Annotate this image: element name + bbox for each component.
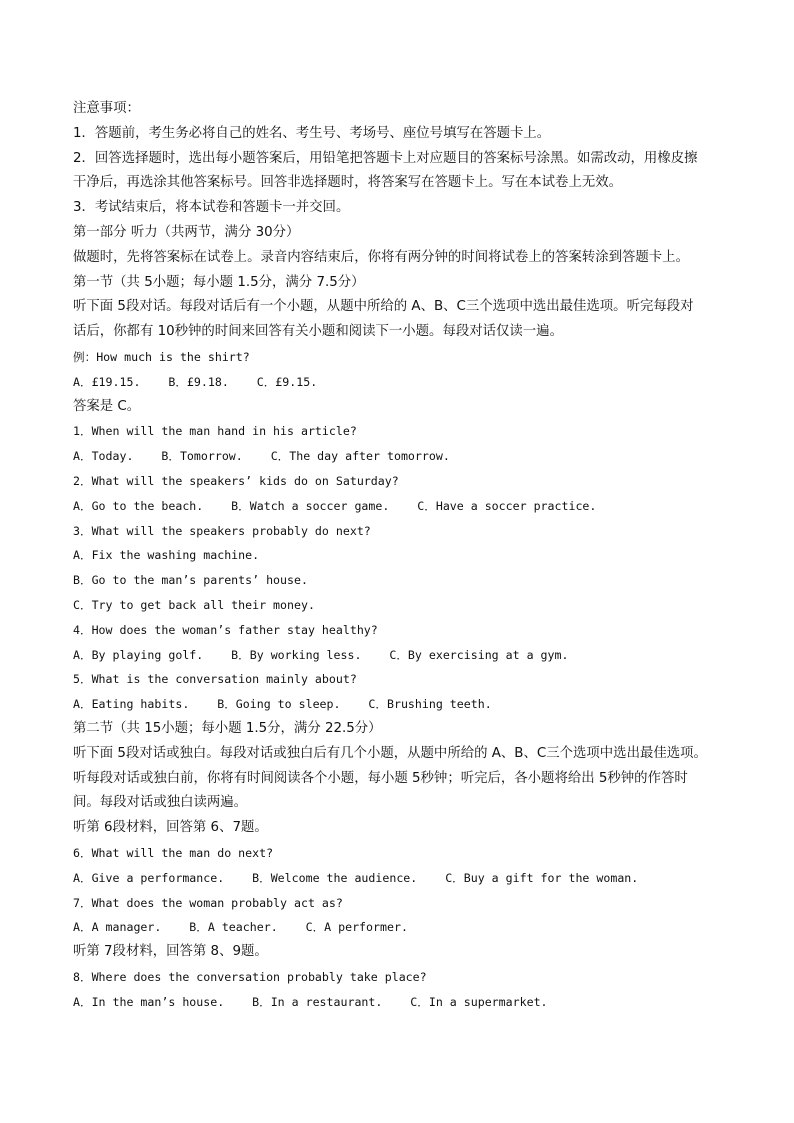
example-options: A．£19.15. B．£9.18. C．£9.15. bbox=[73, 374, 318, 389]
section2-title: 第二节（共 15小题；每小题 1.5分，满分 22.5分） bbox=[73, 720, 382, 736]
section1-instruction-2: 话后，你都有 10秒钟的时间来回答有关小题和阅读下一小题。每段对话仅读一遍。 bbox=[73, 324, 563, 340]
notice-item-3: 3．考试结束后，将本试卷和答题卡一并交回。 bbox=[73, 200, 350, 216]
notice-title: 注意事项： bbox=[73, 101, 140, 116]
question-7-options: A．A manager. B．A teacher. C．A performer. bbox=[73, 920, 408, 935]
notice-item-1: 1．答题前，考生务必将自己的姓名、考生号、考场号、座位号填写在答题卡上。 bbox=[73, 125, 551, 141]
exam-page bbox=[73, 97, 733, 1014]
question-2: 2．What will the speakers’ kids do on Saturday? bbox=[73, 473, 399, 488]
question-2-options: A．Go to the beach. B．Watch a soccer game. C．Have a soccer practice. bbox=[73, 498, 597, 513]
question-1-options: A．Today. B．Tomorrow. C．The day after tomorrow. bbox=[73, 449, 450, 464]
part1-instruction: 做题时，先将答案标在试卷上。录音内容结束后，你将有两分钟的时间将试卷上的答案转涂到答题卡上。 bbox=[73, 249, 689, 265]
question-5-options: A．Eating habits. B．Going to sleep. C．Brushing teeth. bbox=[73, 697, 492, 712]
question-3-option-c: C．Try to get back all their money. bbox=[73, 597, 315, 612]
question-3: 3．What will the speakers probably do next? bbox=[73, 523, 371, 538]
notice-item-2: 2．回答选择题时，选出每小题答案后，用铅笔把答题卡上对应题目的答案标号涂黑。如需改动，用橡皮擦 bbox=[73, 150, 698, 166]
question-6-options: A．Give a performance. B．Welcome the audience. C．Buy a gift for the woman. bbox=[73, 870, 639, 885]
example-answer: 答案是 C。 bbox=[73, 398, 141, 414]
material-6-heading: 听第 6段材料，回答第 6、7题。 bbox=[73, 820, 268, 836]
section2-instruction-3: 间。每段对话或独白读两遍。 bbox=[73, 795, 248, 811]
question-7: 7．What does the woman probably act as? bbox=[73, 895, 343, 910]
question-8-options: A．In the man’s house. B．In a restaurant. C．In a supermarket. bbox=[73, 994, 548, 1009]
question-8: 8．Where does the conversation probably take place? bbox=[73, 969, 427, 984]
question-6: 6．What will the man do next? bbox=[73, 845, 274, 860]
question-4: 4．How does the woman’s father stay healthy? bbox=[73, 622, 378, 637]
material-7-heading: 听第 7段材料，回答第 8、9题。 bbox=[73, 944, 268, 960]
part1-title: 第一部分 听力（共两节，满分 30分） bbox=[73, 224, 300, 240]
question-4-options: A．By playing golf. B．By working less. C．By exercising at a gym. bbox=[73, 647, 569, 662]
section2-instruction-2: 听每段对话或独白前，你将有时间阅读各个小题，每小题 5秒钟；听完后，各小题将给出 5秒钟的作答时 bbox=[73, 770, 688, 786]
section1-title: 第一节（共 5小题；每小题 1.5分，满分 7.5分） bbox=[73, 274, 365, 290]
question-1: 1．When will the man hand in his article? bbox=[73, 424, 357, 439]
question-3-option-b: B．Go to the man’s parents’ house. bbox=[73, 573, 308, 588]
section2-instruction-1: 听下面 5段对话或独白。每段对话或独白后有几个小题，从题中所给的 A、B、C三个选项中选出最佳选项。 bbox=[73, 745, 707, 761]
question-5: 5．What is the conversation mainly about? bbox=[73, 672, 357, 687]
notice-item-2-cont: 干净后，再选涂其他答案标号。回答非选择题时，将答案写在答题卡上。写在本试卷上无效。 bbox=[73, 175, 623, 191]
question-3-option-a: A．Fix the washing machine. bbox=[73, 548, 260, 563]
example-question: 例：How much is the shirt? bbox=[73, 349, 250, 364]
section1-instruction-1: 听下面 5段对话。每段对话后有一个小题，从题中所给的 A、B、C三个选项中选出最佳选项。听完每段对 bbox=[73, 299, 694, 315]
